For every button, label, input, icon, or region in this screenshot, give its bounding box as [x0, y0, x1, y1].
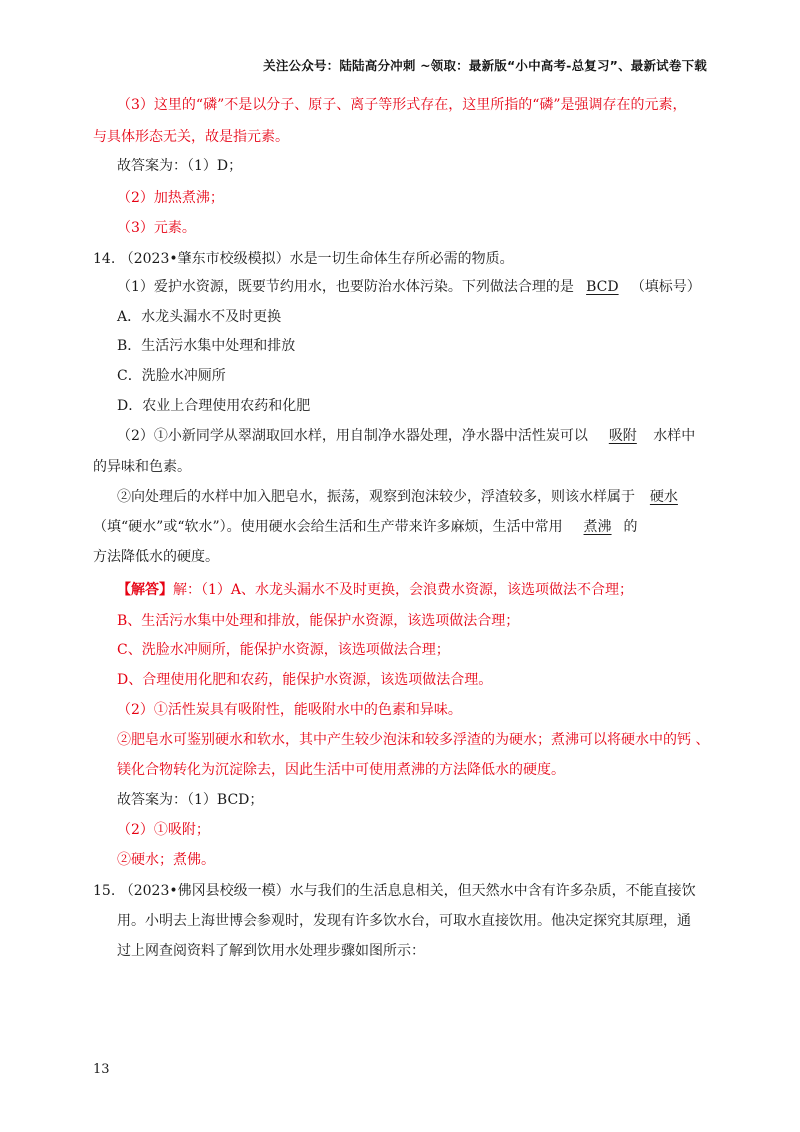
answer-line: ②硬水；煮佛。: [117, 852, 215, 868]
solution-line: D、合理使用化肥和农药，能保护水资源，该选项做法合理。: [117, 672, 493, 688]
solution-tag: 【解答】: [117, 582, 173, 598]
option-a: A．水龙头漏水不及时更换: [117, 309, 282, 325]
solution-line: ②肥皂水可鉴别硬水和软水，其中产生较少泡沫和较多浮渣的为硬水；煮沸可以将硬水中的钙 、: [117, 732, 710, 748]
answer-blank: BCD: [586, 279, 619, 295]
answer-line: 故答案为：（1）BCD；: [117, 792, 264, 808]
question-14-part1: [117, 277, 701, 297]
solution-line: （2）①活性炭具有吸附性，能吸附水中的色素和异味。: [117, 702, 462, 718]
answer-line: [117, 156, 242, 176]
question-text: （2023•佛冈县校级一模）水与我们的生活息息相关，但天然水中含有许多杂质，不能直接饮: [119, 883, 696, 899]
question-14-part2: [117, 426, 695, 446]
option-c: C．洗脸水冲厕所: [117, 368, 226, 384]
solution-text: 解：（1）A、水龙头漏水不及时更换，会浪费水资源，该选项做法不合理；: [173, 582, 634, 598]
part-suffix: 水样中: [653, 428, 696, 444]
page-header: 关注公众号：陆陆高分冲刺 ~领取：最新版“小中高考-总复习”、最新试卷下载: [263, 58, 707, 73]
solution-line: B、生活污水集中处理和排放，能保护水资源，该选项做法合理；: [117, 613, 520, 629]
question-14-part4-cont: 方法降低水的硬度。: [93, 549, 219, 565]
question-14-stem: [93, 249, 514, 269]
answer-line: （3）元素。: [117, 220, 196, 236]
page-number: 13: [93, 1062, 110, 1077]
part-suffix: 的: [623, 519, 638, 535]
question-15-line: 用。小明去上海世博会参观时，发现有许多饮水台，可取水直接饮用。他决定探究其原理，通: [117, 913, 691, 929]
answer-prefix: 故答案为：（1）D；: [117, 158, 243, 174]
solution-line: 镁化合物转化为沉淀除去，因此生活中可使用煮沸的方法降低水的硬度。: [117, 762, 565, 778]
answer-blank: 硬水: [649, 489, 678, 505]
question-14-part2-cont: 的异味和色素。: [93, 459, 191, 475]
question-14-part3: [117, 487, 684, 507]
solution-line: 与具体形态无关，故是指元素。: [93, 129, 289, 145]
part-text: （1）爱护水资源，既要节约用水，也要防治水体污染。下列做法合理的是: [117, 279, 574, 295]
question-number: 15.: [93, 883, 116, 899]
answer-line: （2）加热煮沸；: [117, 190, 224, 206]
question-15-stem: [93, 881, 696, 901]
part-text: ②向处理后的水样中加入肥皂水，振荡，观察到泡沫较少，浮渣较多，则该水样属于: [117, 489, 635, 505]
part-suffix: （填标号）: [630, 279, 701, 295]
option-d: D．农业上合理使用农药和化肥: [117, 398, 311, 414]
question-number: 14.: [93, 251, 116, 267]
answer-blank: 煮沸: [583, 519, 612, 535]
solution-line: C、洗脸水冲厕所，能保护水资源，该选项做法合理；: [117, 642, 450, 658]
question-14-part4: [93, 517, 638, 537]
question-text: （2023•肇东市校级模拟）水是一切生命体生存所必需的物质。: [119, 251, 514, 267]
solution-line: [117, 580, 633, 600]
question-15-line: 过上网查阅资料了解到饮用水处理步骤如图所示：: [117, 943, 425, 959]
part-text: （填“硬水”或“软水”）。使用硬水会给生活和生产带来许多麻烦，生活中常用: [93, 519, 563, 535]
answer-line: （2）①吸附；: [117, 822, 210, 838]
answer-blank: 吸附: [608, 428, 637, 444]
option-b: B．生活污水集中处理和排放: [117, 338, 296, 354]
solution-line: （3）这里的“磷”不是以分子、原子、离子等形式存在，这里所指的“磷”是强调存在的元素，: [117, 97, 687, 113]
part-text: （2）①小新同学从翠湖取回水样，用自制净水器处理，净水器中活性炭可以: [117, 428, 588, 444]
